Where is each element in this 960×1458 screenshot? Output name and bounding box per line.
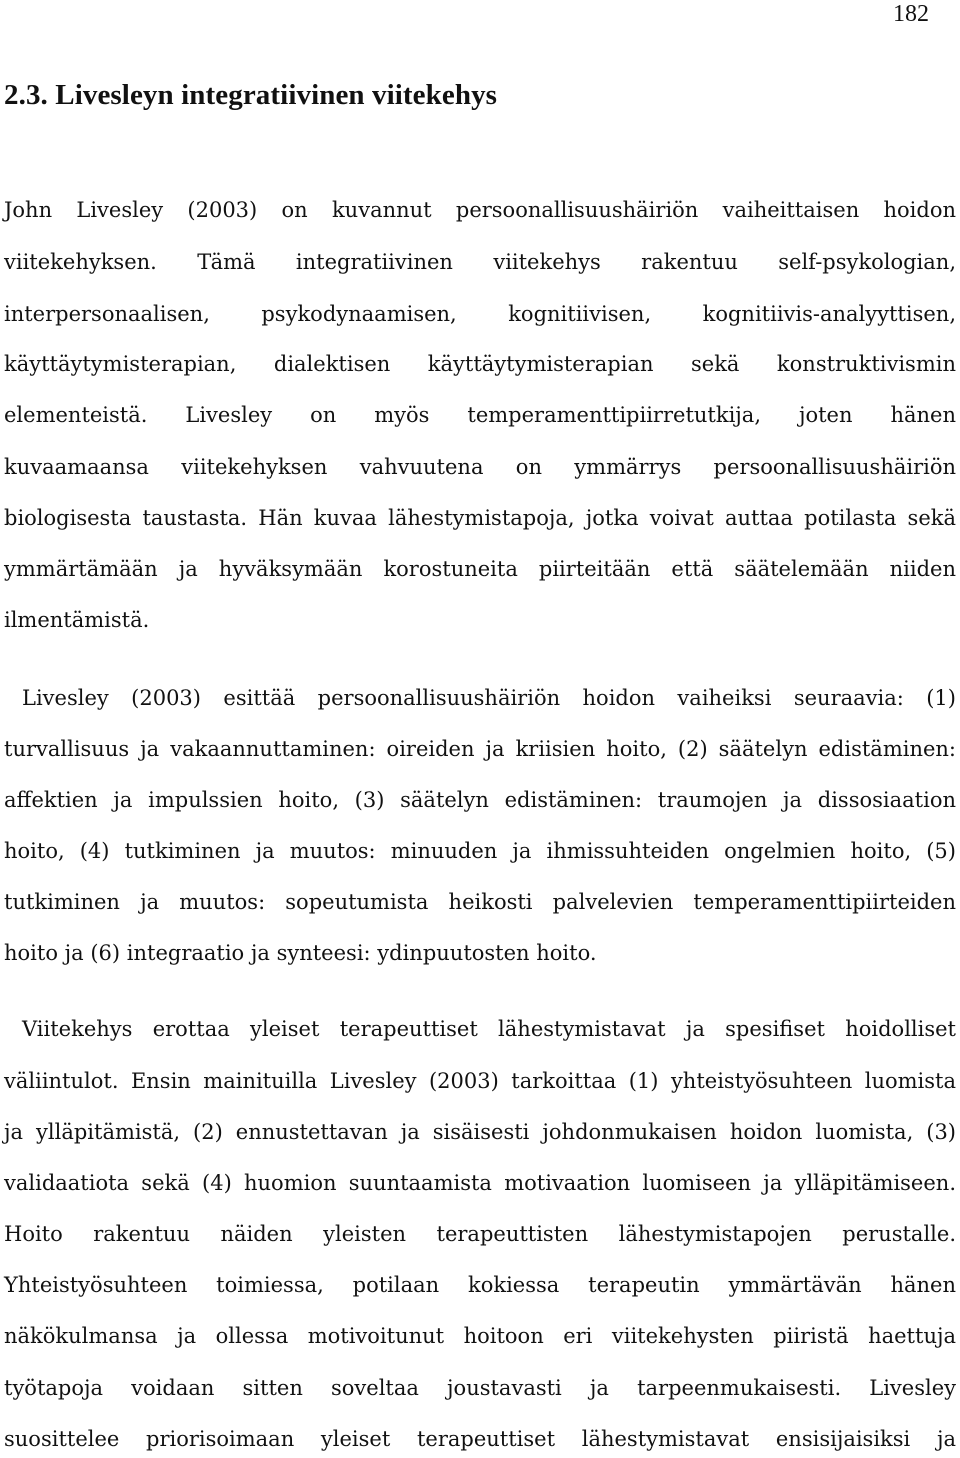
text-line: Livesley (2003) esittää persoonallisuushäiriön hoidon vaiheiksi seuraavia: (1)	[22, 686, 956, 710]
text-line: turvallisuus ja vakaannuttaminen: oireiden ja kriisien hoito, (2) säätelyn edistäminen:	[4, 737, 956, 761]
text-line: interpersonaalisen, psykodynaamisen, kognitiivisen, kognitiivis-analyyttisen,	[4, 302, 956, 326]
page-number: 182	[893, 1, 929, 27]
text-line: ymmärtämään ja hyväksymään korostuneita piirteitään että säätelemään niiden	[4, 557, 956, 581]
text-line: väliintulot. Ensin mainituilla Livesley (2003) tarkoittaa (1) yhteistyösuhteen luomista	[4, 1069, 956, 1093]
text-line: viitekehyksen. Tämä integratiivinen viitekehys rakentuu self-psykologian,	[4, 250, 956, 274]
text-line: ja ylläpitämistä, (2) ennustettavan ja sisäisesti johdonmukaisen hoidon luomista, (3)	[4, 1120, 956, 1144]
text-line: hoito, (4) tutkiminen ja muutos: minuuden ja ihmissuhteiden ongelmien hoito, (5)	[4, 839, 956, 863]
text-line: affektien ja impulssien hoito, (3) säätelyn edistäminen: traumojen ja dissosiaation	[4, 788, 956, 812]
text-line: validaatiota sekä (4) huomion suuntaamista motivaation luomiseen ja ylläpitämiseen.	[4, 1171, 956, 1195]
text-line: käyttäytymisterapian, dialektisen käyttäytymisterapian sekä konstruktivismin	[4, 352, 956, 376]
text-line: työtapoja voidaan sitten soveltaa joustavasti ja tarpeenmukaisesti. Livesley	[4, 1376, 956, 1400]
text-line: ilmentämistä.	[4, 608, 150, 632]
text-line: John Livesley (2003) on kuvannut persoonallisuushäiriön vaiheittaisen hoidon	[4, 198, 956, 222]
text-line: Yhteistyösuhteen toimiessa, potilaan kokiessa terapeutin ymmärtävän hänen	[4, 1273, 956, 1297]
text-line: Viitekehys erottaa yleiset terapeuttiset lähestymistavat ja spesifiset hoidolliset	[22, 1017, 956, 1041]
text-line: suosittelee priorisoimaan yleiset terapeuttiset lähestymistavat ensisijaisiksi ja	[4, 1427, 956, 1451]
text-line: hoito ja (6) integraatio ja synteesi: ydinpuutosten hoito.	[4, 941, 597, 965]
text-line: näkökulmansa ja ollessa motivoitunut hoitoon eri viitekehysten piiristä haettuja	[4, 1324, 956, 1348]
text-line: tutkiminen ja muutos: sopeutumista heikosti palvelevien temperamenttipiirteiden	[4, 890, 956, 914]
text-line: elementeistä. Livesley on myös temperamenttipiirretutkija, joten hänen	[4, 403, 956, 427]
text-line: Hoito rakentuu näiden yleisten terapeuttisten lähestymistapojen perustalle.	[4, 1222, 956, 1246]
section-heading: 2.3. Livesleyn integratiivinen viitekehys	[4, 79, 498, 111]
text-line: biologisesta taustasta. Hän kuvaa lähestymistapoja, jotka voivat auttaa potilasta sekä	[4, 506, 956, 530]
text-line: kuvaamaansa viitekehyksen vahvuutena on ymmärrys persoonallisuushäiriön	[4, 455, 956, 479]
